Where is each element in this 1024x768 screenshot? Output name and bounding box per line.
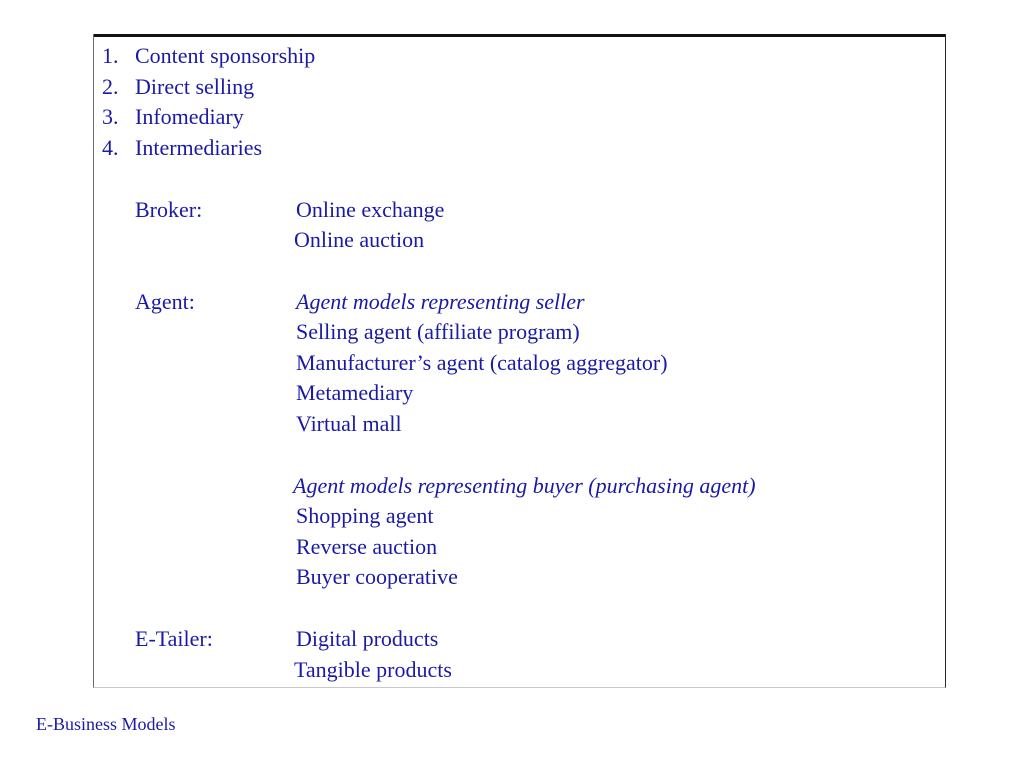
footer-title: E-Business Models (36, 714, 176, 734)
agent-seller-heading: Agent models representing seller (296, 289, 585, 314)
etailer-item-tangible-products: Tangible products (294, 657, 452, 682)
list-item-infomediary: Infomediary (135, 104, 244, 129)
content-box (93, 34, 946, 688)
agent-seller-item: Virtual mall (296, 411, 402, 436)
agent-buyer-heading: Agent models representing buyer (purchasing agent) (293, 473, 756, 498)
broker-item-online-auction: Online auction (294, 227, 425, 252)
list-item-direct-selling: Direct selling (135, 74, 255, 99)
etailer-label: E-Tailer: (135, 626, 213, 651)
etailer-item-digital-products: Digital products (296, 626, 439, 651)
top-rule (94, 34, 945, 37)
list-number-4: 4. (102, 135, 119, 160)
broker-item-online-exchange: Online exchange (296, 197, 445, 222)
list-number-3: 3. (102, 104, 119, 129)
list-number-1: 1. (102, 43, 119, 68)
agent-seller-item: Selling agent (affiliate program) (296, 319, 580, 344)
agent-buyer-item: Shopping agent (296, 503, 434, 528)
list-item-intermediaries: Intermediaries (135, 135, 263, 160)
agent-buyer-item: Buyer cooperative (296, 564, 458, 589)
agent-label: Agent: (135, 289, 195, 314)
agent-seller-item: Manufacturer’s agent (catalog aggregator) (296, 350, 668, 375)
broker-label: Broker: (135, 197, 203, 222)
list-item-content-sponsorship: Content sponsorship (135, 43, 316, 68)
agent-seller-item: Metamediary (296, 380, 414, 405)
list-number-2: 2. (102, 74, 119, 99)
agent-buyer-item: Reverse auction (296, 534, 438, 559)
